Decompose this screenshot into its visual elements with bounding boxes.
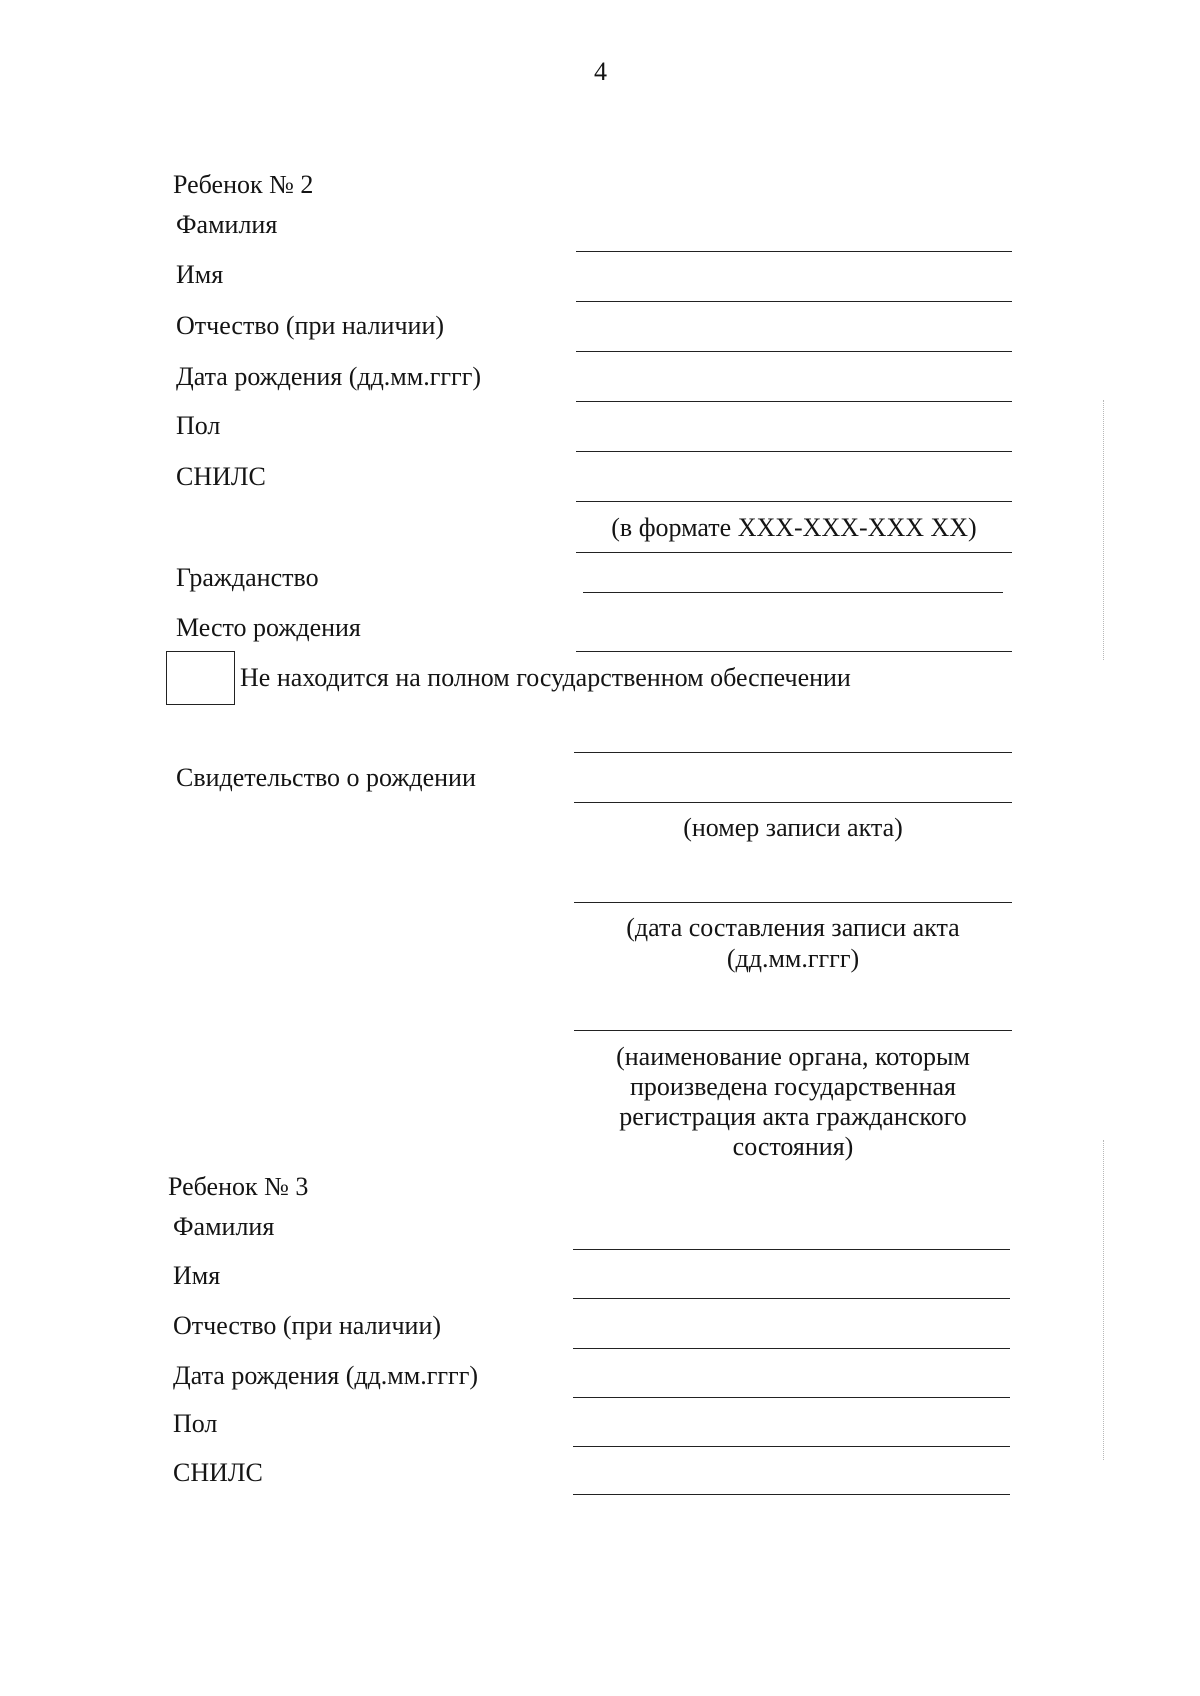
child2-birth-place-label: Место рождения: [176, 613, 361, 642]
child2-authority-hint-line3: регистрация акта гражданского: [619, 1102, 967, 1131]
child3-snils-label: СНИЛС: [173, 1458, 263, 1487]
child3-heading: Ребенок № 3: [168, 1172, 309, 1201]
child2-snils-hint-rule: [576, 552, 1012, 553]
child2-name-field[interactable]: [576, 301, 1012, 302]
child2-record-date-hint-line1: (дата составления записи акта: [626, 913, 960, 942]
child2-authority-hint-line4: состояния): [732, 1132, 854, 1161]
child3-sex-field[interactable]: [573, 1446, 1010, 1447]
child2-record-number-hint: (номер записи акта): [683, 813, 903, 842]
child2-authority-hint-line2: произведена государственная: [629, 1072, 957, 1101]
child3-name-field[interactable]: [573, 1298, 1010, 1299]
child2-birth-place-field[interactable]: [576, 651, 1012, 652]
child2-authority-field[interactable]: [574, 1030, 1012, 1031]
child2-surname-field[interactable]: [576, 251, 1012, 252]
child2-birth-certificate-label: Свидетельство о рождении: [176, 763, 476, 792]
child3-name-label: Имя: [173, 1261, 221, 1290]
child2-surname-label: Фамилия: [176, 210, 278, 239]
child2-birth-date-field[interactable]: [576, 401, 1012, 402]
child2-patronymic-field[interactable]: [576, 351, 1012, 352]
scan-artifact-upper: [1103, 400, 1104, 660]
child2-birth-certificate-field-1[interactable]: [574, 752, 1012, 753]
child2-record-date-field[interactable]: [574, 902, 1012, 903]
child2-snils-label: СНИЛС: [176, 462, 266, 491]
child2-authority-hint-line1: (наименование органа, которым: [616, 1042, 970, 1071]
child2-record-date-hint-line2: (дд.мм.гггг): [726, 944, 860, 973]
child3-patronymic-label: Отчество (при наличии): [173, 1311, 442, 1340]
child3-surname-label: Фамилия: [173, 1212, 275, 1241]
state-support-checkbox[interactable]: [166, 651, 235, 705]
child2-snils-field[interactable]: [576, 501, 1012, 502]
child2-citizenship-label: Гражданство: [176, 563, 319, 592]
child2-record-number-field[interactable]: [574, 802, 1012, 803]
child2-citizenship-field[interactable]: [583, 592, 1003, 593]
child2-sex-label: Пол: [176, 411, 221, 440]
state-support-checkbox-label: Не находится на полном государственном обеспечении: [240, 663, 851, 692]
child3-birth-date-label: Дата рождения (дд.мм.гггг): [173, 1361, 479, 1390]
child2-name-label: Имя: [176, 260, 224, 289]
scan-artifact-lower: [1103, 1140, 1104, 1460]
child2-sex-field[interactable]: [576, 451, 1012, 452]
child3-patronymic-field[interactable]: [573, 1348, 1010, 1349]
child3-birth-date-field[interactable]: [573, 1397, 1010, 1398]
child3-surname-field[interactable]: [573, 1249, 1010, 1250]
child2-patronymic-label: Отчество (при наличии): [176, 311, 445, 340]
child2-snils-hint: (в формате XXX-XXX-XXX XX): [611, 513, 977, 542]
child3-sex-label: Пол: [173, 1409, 218, 1438]
child3-snils-field[interactable]: [573, 1494, 1010, 1495]
child2-birth-date-label: Дата рождения (дд.мм.гггг): [176, 362, 482, 391]
page-number: 4: [594, 57, 607, 86]
child2-heading: Ребенок № 2: [173, 170, 314, 199]
